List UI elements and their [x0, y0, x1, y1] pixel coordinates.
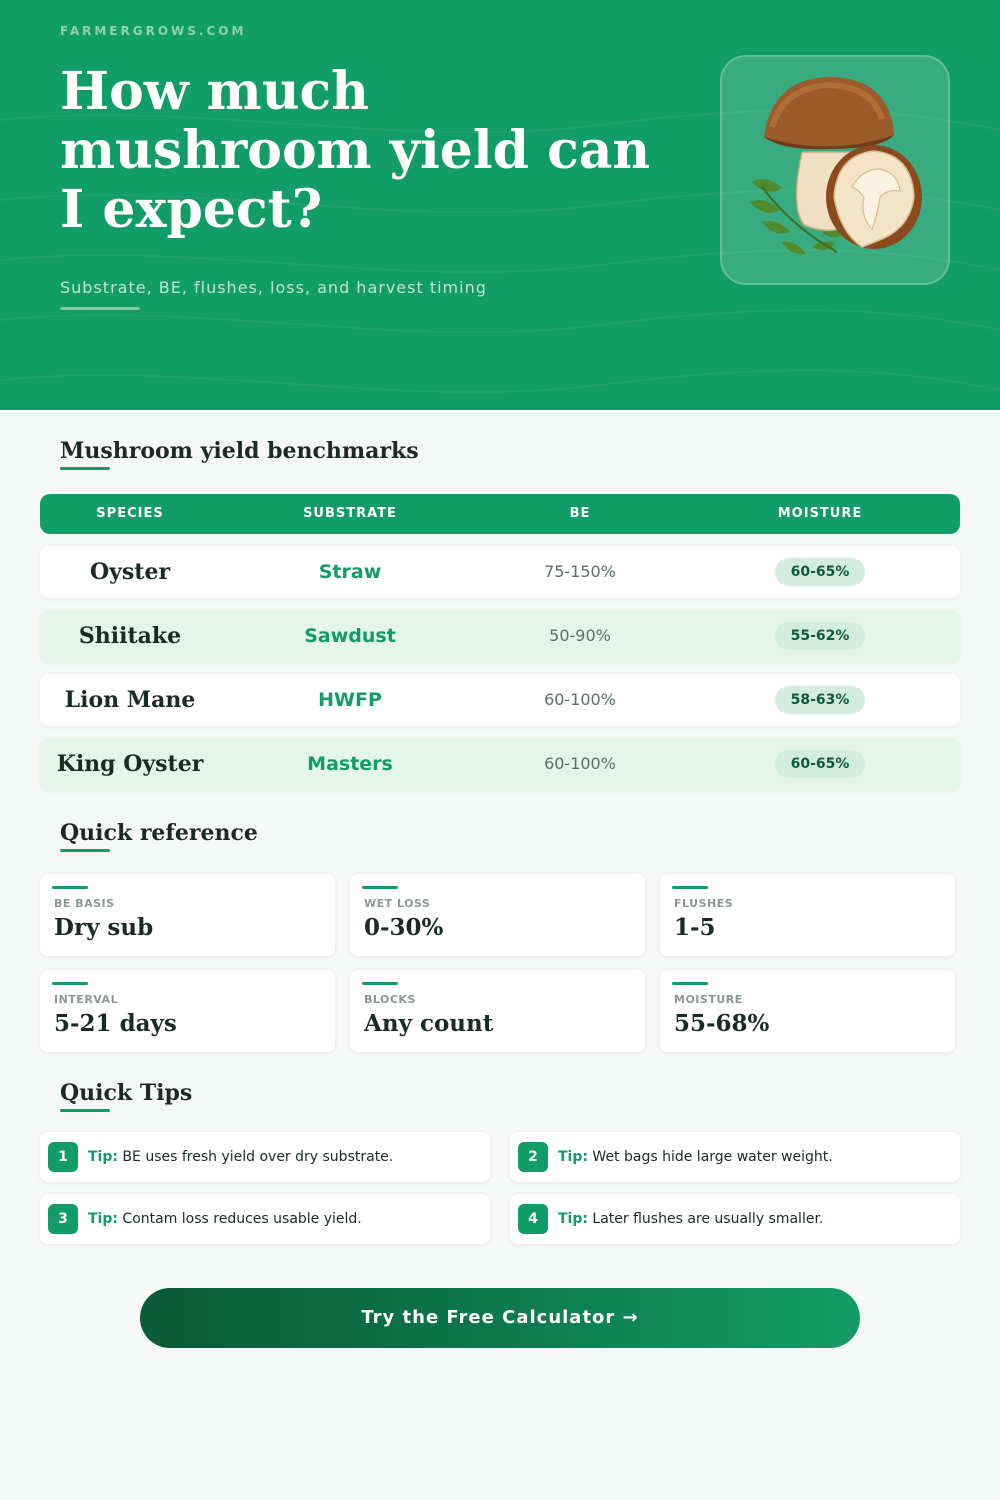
tip-item: [40, 1194, 490, 1244]
card-label: FLUSHES: [674, 897, 734, 910]
card-accent-bar: [52, 982, 88, 985]
card-label: MOISTURE: [674, 993, 743, 1006]
tip-number-badge: 2: [518, 1142, 548, 1172]
tip-item: [510, 1132, 960, 1182]
substrate-cell: Straw: [318, 561, 382, 583]
reference-card: [660, 874, 955, 956]
table-row: [40, 738, 960, 790]
card-accent-bar: [672, 886, 708, 889]
card-value: 0-30%: [364, 914, 444, 941]
moisture-badge: 60-65%: [775, 558, 865, 586]
reference-card: [350, 874, 645, 956]
mushroom-illustration-icon: [722, 57, 952, 287]
card-accent-bar: [362, 886, 398, 889]
tip-number-badge: 1: [48, 1142, 78, 1172]
reference-card: [40, 970, 335, 1052]
column-header-species: SPECIES: [96, 506, 164, 521]
substrate-cell: Masters: [307, 753, 393, 775]
card-value: 55-68%: [674, 1010, 770, 1037]
tip-text: Wet bags hide large water weight.: [592, 1149, 833, 1165]
species-cell: Lion Mane: [64, 687, 196, 713]
card-accent-bar: [52, 886, 88, 889]
tip-text-line: [558, 1132, 833, 1182]
tip-label: Tip:: [558, 1149, 588, 1165]
species-cell: Oyster: [89, 559, 171, 585]
card-accent-bar: [362, 982, 398, 985]
substrate-cell: HWFP: [318, 689, 382, 711]
hero-banner: [0, 0, 1000, 410]
benchmarks-table-header: [40, 494, 960, 534]
card-label: INTERVAL: [54, 993, 119, 1006]
species-cell: King Oyster: [56, 751, 204, 777]
table-row: [40, 674, 960, 726]
column-header-be: BE: [569, 506, 591, 521]
tip-text: Later flushes are usually smaller.: [592, 1211, 824, 1227]
tip-label: Tip:: [88, 1149, 118, 1165]
benchmarks-heading: Mushroom yield benchmarks: [60, 438, 419, 464]
brand-name: FARMERGROWS.COM: [60, 24, 247, 38]
tip-text: BE uses fresh yield over dry substrate.: [122, 1149, 394, 1165]
moisture-badge: 60-65%: [775, 750, 865, 778]
tip-text: Contam loss reduces usable yield.: [122, 1211, 362, 1227]
card-label: WET LOSS: [364, 897, 431, 910]
hero-image-card: [720, 55, 950, 285]
tip-number-badge: 4: [518, 1204, 548, 1234]
be-cell: 60-100%: [544, 754, 616, 773]
page-title: How much mushroom yield can I expect?: [60, 61, 651, 240]
card-value: 1-5: [674, 914, 716, 941]
tip-text-line: [88, 1132, 393, 1182]
be-cell: 75-150%: [544, 562, 616, 581]
moisture-badge: 55-62%: [775, 622, 865, 650]
card-label: BLOCKS: [364, 993, 416, 1006]
be-cell: 60-100%: [544, 690, 616, 709]
substrate-cell: Sawdust: [304, 625, 396, 647]
species-cell: Shiitake: [78, 623, 182, 649]
tip-label: Tip:: [88, 1211, 118, 1227]
tip-text-line: [558, 1194, 823, 1244]
table-row: [40, 546, 960, 598]
tip-text-line: [88, 1194, 362, 1244]
tip-item: [510, 1194, 960, 1244]
reference-heading-rule: [60, 849, 110, 852]
card-label: BE BASIS: [54, 897, 115, 910]
card-value: 5-21 days: [54, 1010, 177, 1037]
benchmarks-heading-rule: [60, 467, 110, 470]
card-value: Any count: [364, 1010, 494, 1037]
be-cell: 50-90%: [549, 626, 611, 645]
free-calculator-button[interactable]: Try the Free Calculator →: [140, 1288, 860, 1348]
reference-card: [350, 970, 645, 1052]
tips-heading-rule: [60, 1109, 110, 1112]
table-row: [40, 610, 960, 662]
tips-heading: Quick Tips: [60, 1080, 193, 1106]
subtitle-underline: [60, 307, 140, 310]
reference-card: [40, 874, 335, 956]
card-accent-bar: [672, 982, 708, 985]
moisture-badge: 58-63%: [775, 686, 865, 714]
tip-item: [40, 1132, 490, 1182]
column-header-moisture: MOISTURE: [777, 506, 863, 521]
tip-number-badge: 3: [48, 1204, 78, 1234]
reference-card: [660, 970, 955, 1052]
reference-heading: Quick reference: [60, 820, 258, 846]
page-subtitle: Substrate, BE, flushes, loss, and harvest timing: [60, 278, 487, 297]
card-value: Dry sub: [54, 914, 154, 941]
column-header-substrate: SUBSTRATE: [303, 506, 397, 521]
tip-label: Tip:: [558, 1211, 588, 1227]
